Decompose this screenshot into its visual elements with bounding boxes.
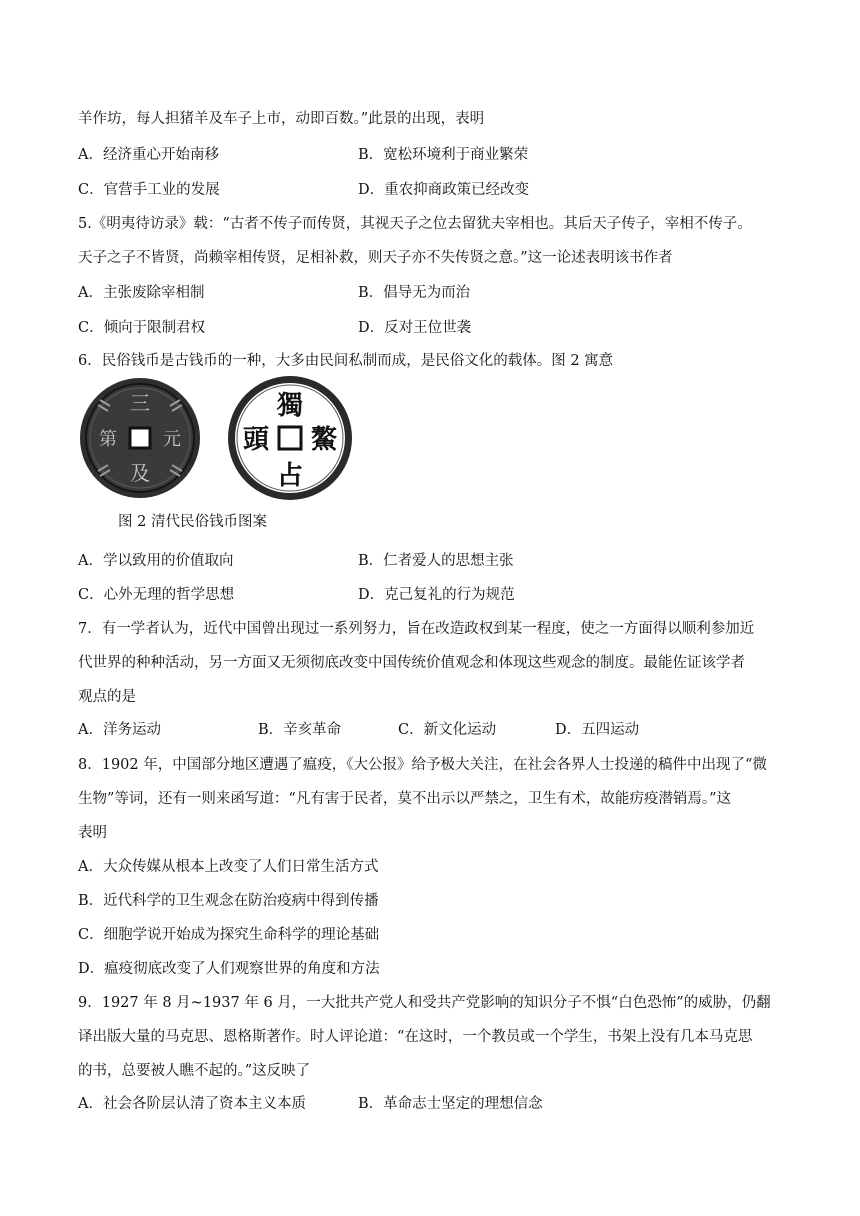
q7-stem-line-1: 7．有一学者认为，近代中国曾出现过一系列努力，旨在改造政权到某一程度，使之一方面得以顺利参加近 <box>78 621 755 637</box>
q5-option-a: A．主张废除宰相制 <box>78 285 205 301</box>
q6-stem-line-1: 6．民俗钱币是古钱币的一种，大多由民间私制而成，是民俗文化的载体。图 2 寓意 <box>78 353 614 369</box>
q7-stem-line-3: 观点的是 <box>78 689 136 705</box>
coin1-char-top: 三 <box>130 391 150 415</box>
coin1-char-bottom: 及 <box>130 461 150 485</box>
q6-option-b: B．仁者爱人的思想主张 <box>358 553 514 569</box>
q6-option-c: C．心外无理的哲学思想 <box>78 587 235 603</box>
figure-2-caption: 图 2 清代民俗钱币图案 <box>118 514 267 530</box>
q4-option-b: B．宽松环境利于商业繁荣 <box>358 147 529 163</box>
coin1-char-left: 第 <box>99 429 117 450</box>
coin2-char-bottom: 占 <box>276 461 304 491</box>
q6-option-d: D．克己复礼的行为规范 <box>358 587 515 603</box>
q8-option-d: D．瘟疫彻底改变了人们观察世界的角度和方法 <box>78 961 380 977</box>
q8-option-a: A．大众传媒从根本上改变了人们日常生活方式 <box>78 859 379 875</box>
q9-stem-line-3: 的书，总要被人瞧不起的。”这反映了 <box>78 1063 311 1079</box>
q4-option-a: A．经济重心开始南移 <box>78 147 219 163</box>
q7-option-d: D．五四运动 <box>555 722 640 738</box>
coin2-char-right: 鰲 <box>310 425 338 455</box>
q4-option-d: D．重农抑商政策已经改变 <box>358 182 530 198</box>
q9-stem-line-1: 9．1927 年 8 月~1937 年 6 月，一大批共产党人和受共产党影响的知识分子不惧“白色恐怖”的威胁，仍翻 <box>78 995 771 1011</box>
figure-2-coins <box>78 374 368 506</box>
q5-option-c: C．倾向于限制君权 <box>78 320 206 336</box>
coin2-char-top: 獨 <box>276 391 304 421</box>
q5-stem-line-2: 天子之子不皆贤，尚赖宰相传贤，足相补救，则天子亦不失传贤之意。”这一论述表明该书作者 <box>78 250 673 266</box>
q9-stem-line-2: 译出版大量的马克思、恩格斯著作。时人评论道：“在这时，一个教员或一个学生，书架上没有几本马克思 <box>78 1029 753 1045</box>
q9-option-b: B．革命志士坚定的理想信念 <box>358 1096 543 1112</box>
q5-option-b: B．倡导无为而治 <box>358 285 471 301</box>
q8-stem-line-1: 8．1902 年，中国部分地区遭遇了瘟疫，《大公报》给予极大关注，在社会各界人士投递的稿件中出现了“微 <box>78 757 767 773</box>
coin-duzhan-aotou <box>228 376 352 500</box>
q7-option-a: A．洋务运动 <box>78 722 161 738</box>
q8-option-b: B．近代科学的卫生观念在防治疫病中得到传播 <box>78 893 379 909</box>
q7-option-c: C．新文化运动 <box>398 722 497 738</box>
q9-option-a: A．社会各阶层认清了资本主义本质 <box>78 1096 306 1112</box>
q5-stem-line-1: 5.《明夷待访录》载：“古者不传子而传贤，其视天子之位去留犹夫宰相也。其后天子传子，宰相不传子。 <box>78 216 752 232</box>
q7-stem-line-2: 代世界的种种活动，另一方面又无须彻底改变中国传统价值观念和体现这些观念的制度。最能佐证该学者 <box>78 655 745 671</box>
q8-stem-line-2: 生物”等词，还有一则来函写道：“凡有害于民者，莫不出示以严禁之，卫生有术，故能疠疫潜销焉。”这 <box>78 791 731 807</box>
q8-stem-line-3: 表明 <box>78 825 107 841</box>
q4-option-c: C．官营手工业的发展 <box>78 182 220 198</box>
q5-option-d: D．反对王位世袭 <box>358 320 472 336</box>
q8-option-c: C．细胞学说开始成为探究生命科学的理论基础 <box>78 927 380 943</box>
coin1-char-right: 元 <box>163 429 181 450</box>
coins-image <box>78 374 368 506</box>
coin-sanyuan-jidi <box>80 378 200 498</box>
q7-option-b: B．辛亥革命 <box>258 722 342 738</box>
coin2-char-left: 頭 <box>242 425 270 455</box>
q4-stem-tail: 羊作坊，每人担猪羊及车子上市，动即百数。”此景的出现，表明 <box>78 111 485 127</box>
q6-option-a: A．学以致用的价值取向 <box>78 553 234 569</box>
